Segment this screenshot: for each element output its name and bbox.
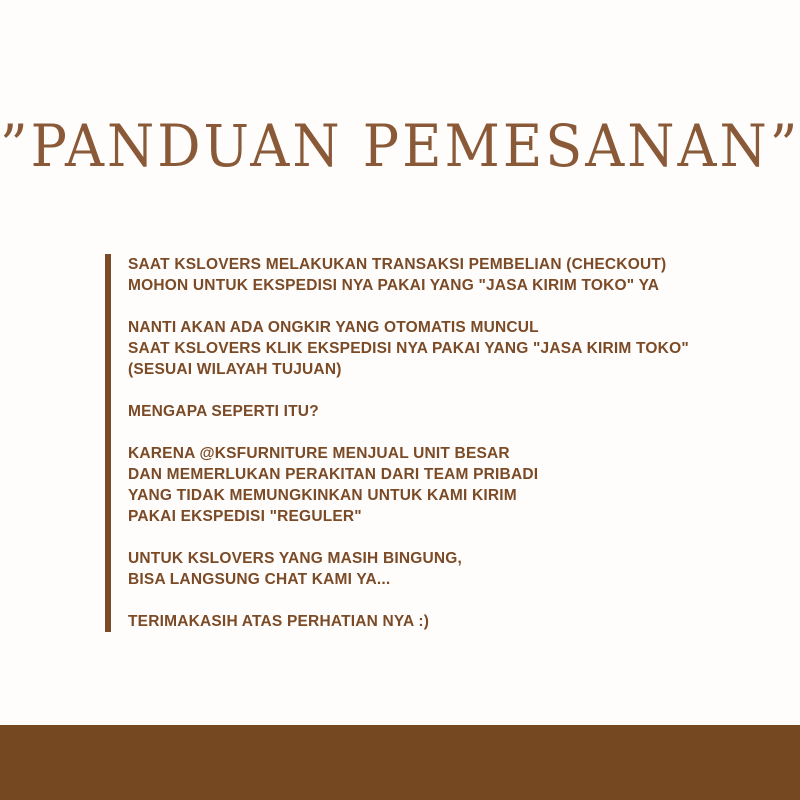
body-line: (SESUAI WILAYAH TUJUAN) (128, 361, 342, 378)
body-line: KARENA @KSFURNITURE MENJUAL UNIT BESAR (128, 445, 510, 462)
body-line: PAKAI EKSPEDISI "REGULER" (128, 508, 362, 525)
accent-line (105, 254, 111, 632)
body-line: MENGAPA SEPERTI ITU? (128, 403, 319, 420)
content-block (105, 254, 689, 632)
body-line: TERIMAKASIH ATAS PERHATIAN NYA :) (128, 613, 430, 630)
body-line: UNTUK KSLOVERS YANG MASIH BINGUNG, (128, 550, 463, 567)
paragraph (128, 611, 689, 632)
body-line: DAN MEMERLUKAN PERAKITAN DARI TEAM PRIBADI (128, 466, 539, 483)
paragraph (128, 317, 689, 380)
body-text (128, 254, 689, 632)
paragraph (128, 443, 689, 527)
body-line: NANTI AKAN ADA ONGKIR YANG OTOMATIS MUNCUL (128, 319, 539, 336)
footer-bar (0, 725, 800, 800)
body-line: SAAT KSLOVERS MELAKUKAN TRANSAKSI PEMBELIAN (CHECKOUT) (128, 256, 667, 273)
paragraph (128, 254, 689, 296)
paragraph (128, 401, 689, 422)
body-line: SAAT KSLOVERS KLIK EKSPEDISI NYA PAKAI YANG "JASA KIRIM TOKO" (128, 340, 689, 357)
body-line: YANG TIDAK MEMUNGKINKAN UNTUK KAMI KIRIM (128, 487, 517, 504)
body-line: BISA LANGSUNG CHAT KAMI YA... (128, 571, 391, 588)
body-line: MOHON UNTUK EKSPEDISI NYA PAKAI YANG "JASA KIRIM TOKO" YA (128, 277, 660, 294)
paragraph (128, 548, 689, 590)
page-title: ”PANDUAN PEMESANAN” (0, 112, 800, 181)
